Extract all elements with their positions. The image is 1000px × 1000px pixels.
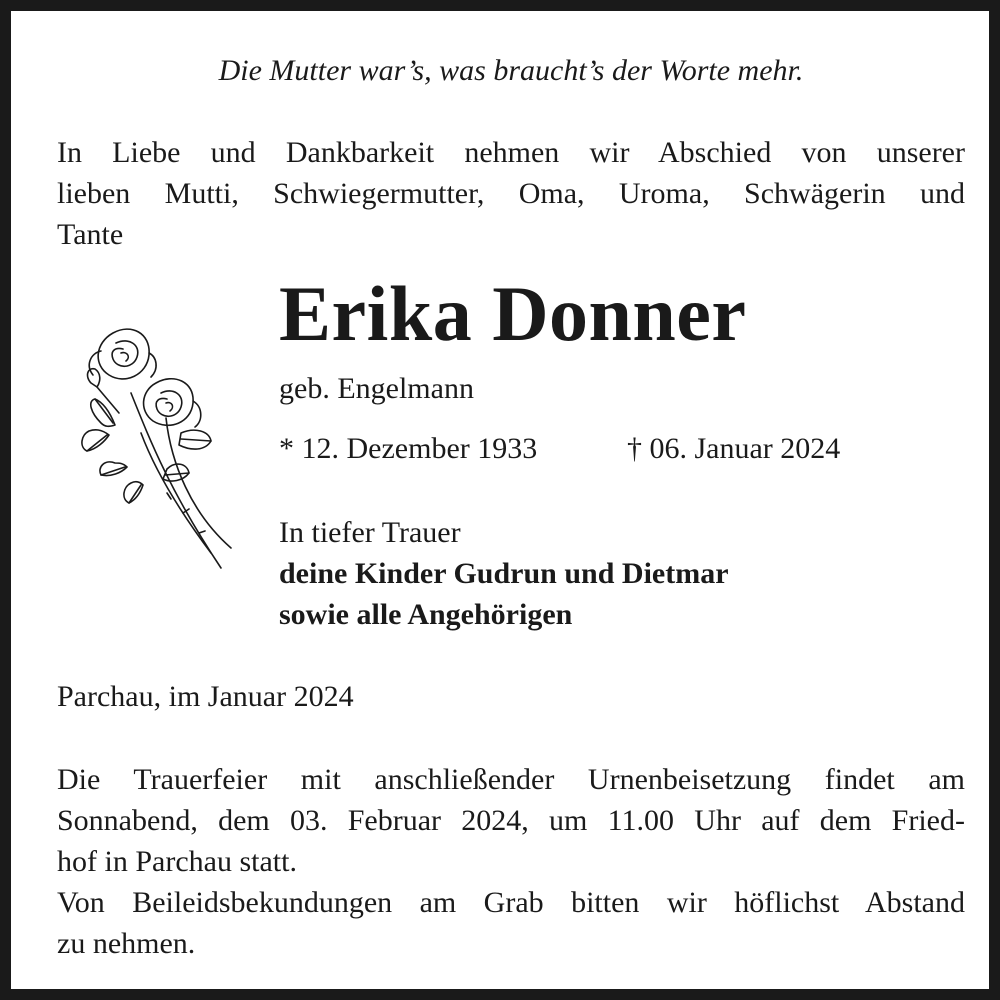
rose-illustration <box>71 323 241 583</box>
service-line: Sonnabend, dem 03. Februar 2024, um 11.00 Uhr auf dem Fried- <box>57 804 965 837</box>
death-date: † 06. Januar 2024 <box>627 432 841 465</box>
intro-line: Tante <box>57 218 124 251</box>
mourners-block <box>279 512 729 635</box>
life-dates <box>279 429 841 469</box>
service-line: zu nehmen. <box>57 927 196 960</box>
deceased-name: Erika Donner <box>279 270 747 357</box>
service-text <box>57 759 965 964</box>
place-date: Parchau, im Januar 2024 <box>57 680 354 713</box>
service-line: hof in Parchau statt. <box>57 845 297 878</box>
birth-date: * 12. Dezember 1933 <box>279 432 538 465</box>
motto-quote: Die Mutter war’s, was braucht’s der Worte mehr. <box>218 54 804 87</box>
intro-line: lieben Mutti, Schwiegermutter, Oma, Uroma, Schwägerin und <box>57 177 965 210</box>
service-line: Die Trauerfeier mit anschließender Urnenbeisetzung findet am <box>57 763 965 796</box>
service-line: Von Beileidsbekundungen am Grab bitten wir höflichst Abstand <box>57 886 965 919</box>
intro-line: In Liebe und Dankbarkeit nehmen wir Abschied von unserer <box>57 136 965 169</box>
mourners-relatives: sowie alle Angehörigen <box>279 598 573 631</box>
mourners-intro: In tiefer Trauer <box>279 516 461 549</box>
intro-text <box>57 132 965 255</box>
maiden-name: geb. Engelmann <box>279 372 474 405</box>
mourners-family: deine Kinder Gudrun und Dietmar <box>279 557 729 590</box>
